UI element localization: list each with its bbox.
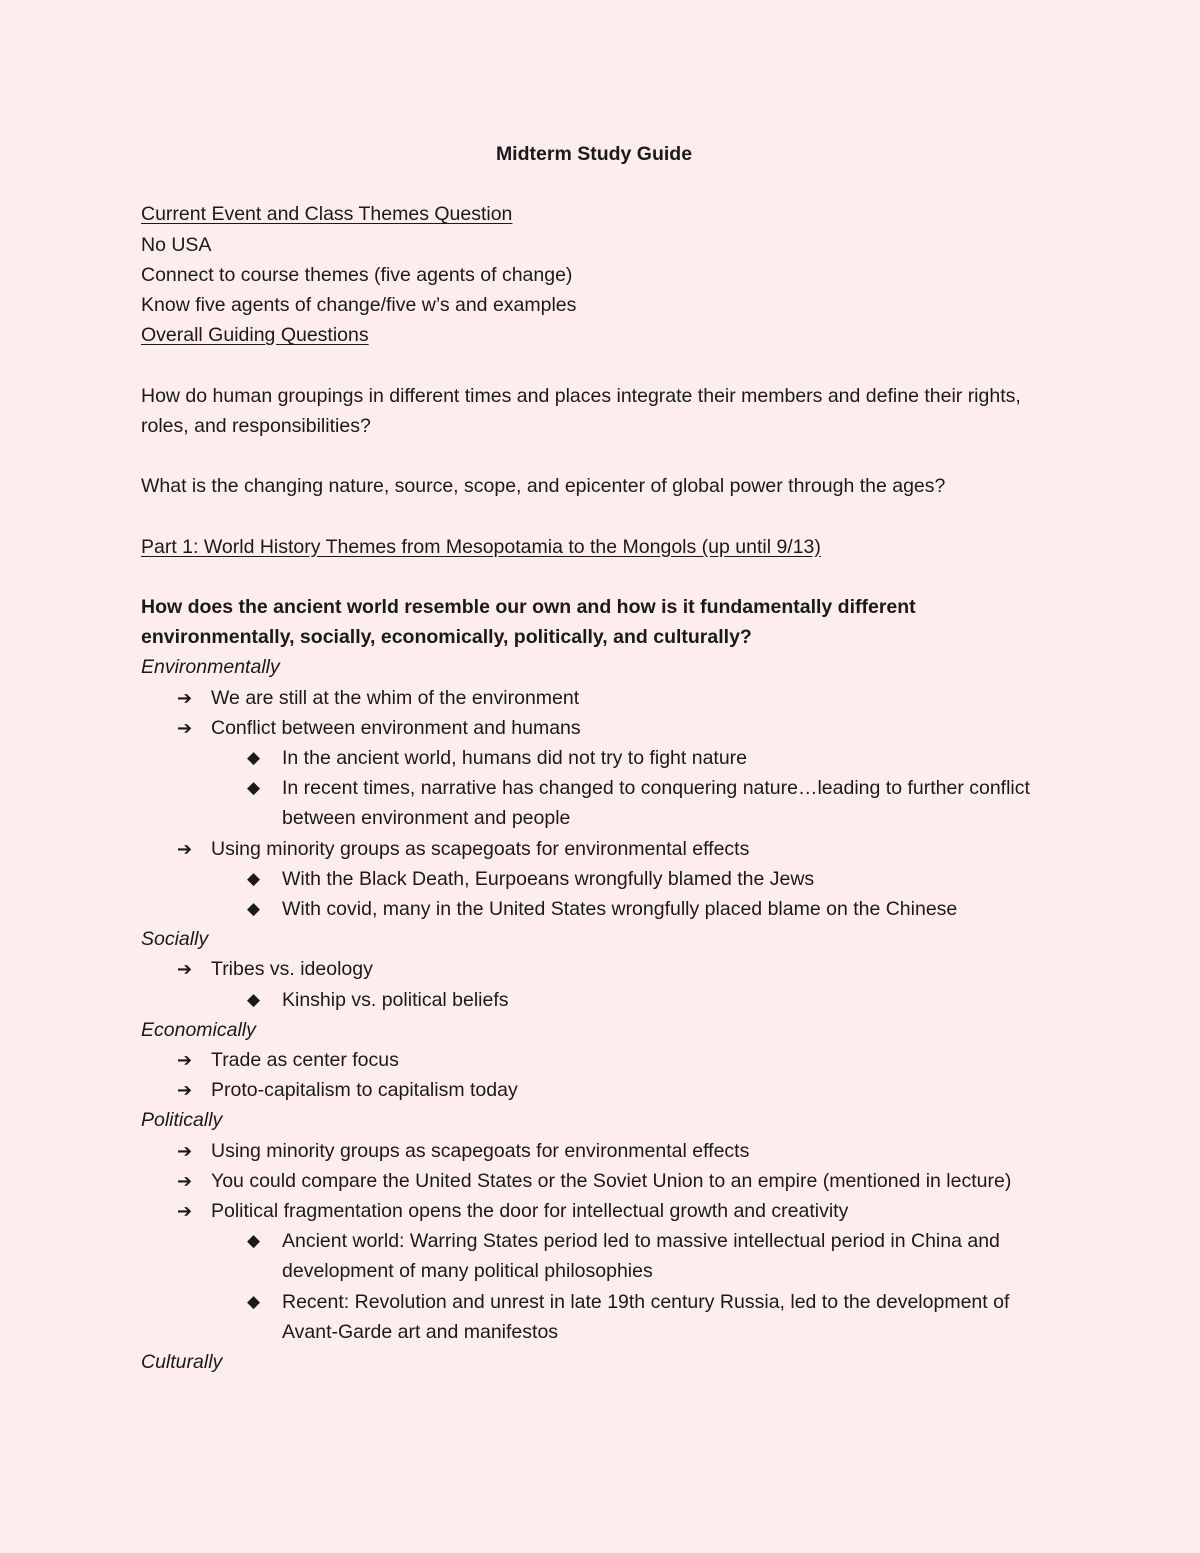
- sub-list-item: [141, 743, 1051, 773]
- arrow-bullet-icon: ➔: [177, 717, 193, 738]
- arrow-bullet-icon: ➔: [177, 1080, 193, 1101]
- list-item: [141, 834, 1051, 864]
- list-item-text: With the Black Death, Eurpoeans wrongfully blamed the Jews: [282, 867, 815, 890]
- arrow-bullet-icon: ➔: [177, 1050, 193, 1071]
- sub-list-item: [141, 773, 1051, 833]
- list-item-text: Trade as center focus: [211, 1049, 399, 1072]
- spacer: [141, 169, 1051, 199]
- list-item-text: Ancient world: Warring States period led to massive intellectual period in China and development of many political philosophies: [282, 1230, 1000, 1283]
- category-label-culturally: Culturally: [141, 1351, 223, 1374]
- sub-list-item: [141, 1226, 1051, 1286]
- part1-question: How does the ancient world resemble our own and how is it fundamentally different environmentally, socially, economically, politically, and culturally?: [141, 595, 916, 649]
- guiding-question: How do human groupings in different times and places integrate their members and define their rights, roles, and responsibilities?: [141, 384, 1021, 437]
- list-item: [141, 713, 1051, 743]
- section-heading-guiding-questions: Overall Guiding Questions: [141, 324, 369, 347]
- spacer: [141, 501, 1051, 531]
- arrow-bullet-icon: ➔: [177, 687, 193, 708]
- diamond-bullet-icon: ◆: [247, 989, 261, 1009]
- list-item-text: Kinship vs. political beliefs: [282, 988, 509, 1011]
- list-item: [141, 1075, 1051, 1105]
- list-item: [141, 954, 1051, 984]
- spacer: [141, 441, 1051, 471]
- sub-list-item: [141, 1287, 1051, 1347]
- arrow-bullet-icon: ➔: [177, 959, 193, 980]
- text-line: Connect to course themes (five agents of change): [141, 263, 573, 286]
- list-item: [141, 1196, 1051, 1226]
- list-item-text: In the ancient world, humans did not try to fight nature: [282, 746, 748, 769]
- diamond-bullet-icon: ◆: [247, 1231, 261, 1251]
- list-item-text: Using minority groups as scapegoats for environmental effects: [211, 1139, 750, 1162]
- section-heading-current-event: Current Event and Class Themes Question: [141, 203, 513, 226]
- category-label-economically: Economically: [141, 1018, 256, 1041]
- list-item: [141, 1136, 1051, 1166]
- diamond-bullet-icon: ◆: [247, 899, 261, 918]
- list-item-text: You could compare the United States or the Soviet Union to an empire (mentioned in lecture): [211, 1169, 1012, 1192]
- arrow-bullet-icon: ➔: [177, 1170, 193, 1191]
- list-item-text: Tribes vs. ideology: [211, 958, 373, 981]
- diamond-bullet-icon: ◆: [247, 747, 261, 767]
- document-title: Midterm Study Guide: [495, 143, 693, 165]
- arrow-bullet-icon: ➔: [177, 1140, 193, 1161]
- diamond-bullet-icon: ◆: [247, 778, 261, 798]
- list-item-text: Conflict between environment and humans: [211, 716, 581, 739]
- diamond-bullet-icon: ◆: [247, 1291, 261, 1311]
- category-label-socially: Socially: [141, 928, 209, 951]
- list-item-text: Proto-capitalism to capitalism today: [211, 1079, 518, 1102]
- list-item: [141, 683, 1051, 713]
- list-item-text: Recent: Revolution and unrest in late 19th century Russia, led to the development of Avant-Garde art and manifestos: [282, 1290, 1010, 1343]
- guiding-question: What is the changing nature, source, scope, and epicenter of global power through the ages?: [141, 475, 946, 498]
- text-line: No USA: [141, 233, 212, 256]
- category-label-politically: Politically: [141, 1109, 223, 1132]
- list-item: [141, 1045, 1051, 1075]
- list-item-text: Using minority groups as scapegoats for environmental effects: [211, 837, 750, 860]
- spacer: [141, 350, 1051, 380]
- spacer: [141, 562, 1051, 592]
- sub-list-item: [141, 864, 1051, 894]
- list-item-text: Political fragmentation opens the door for intellectual growth and creativity: [211, 1200, 849, 1223]
- sub-list-item: [141, 985, 1051, 1015]
- section-heading-part-1: Part 1: World History Themes from Mesopotamia to the Mongols (up until 9/13): [141, 535, 821, 558]
- list-item-text: With covid, many in the United States wrongfully placed blame on the Chinese: [282, 898, 958, 920]
- arrow-bullet-icon: ➔: [177, 838, 193, 859]
- text-line: Know five agents of change/five w’s and examples: [141, 294, 577, 316]
- sub-list-item: [141, 894, 1051, 924]
- list-item-text: In recent times, narrative has changed to conquering nature…leading to further conflict between environment and people: [282, 777, 1030, 830]
- list-item-text: We are still at the whim of the environment: [211, 686, 580, 709]
- list-item: [141, 1166, 1051, 1196]
- category-label-environmentally: Environmentally: [141, 656, 280, 679]
- diamond-bullet-icon: ◆: [247, 868, 261, 888]
- arrow-bullet-icon: ➔: [177, 1201, 193, 1222]
- document-body: [141, 139, 1051, 1377]
